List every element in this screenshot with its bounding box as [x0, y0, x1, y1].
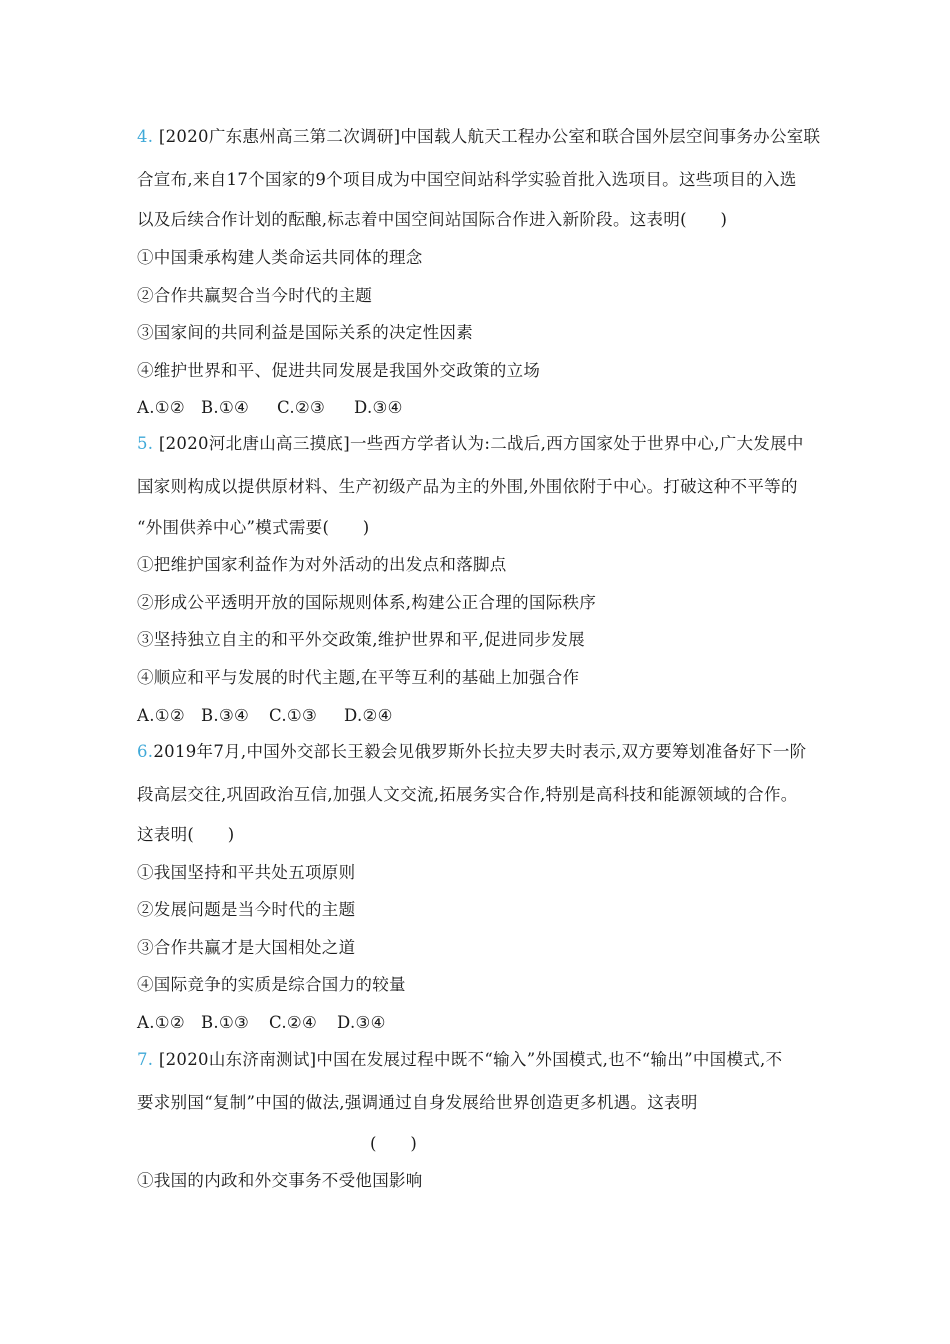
- q5-option-c[interactable]: C.①③: [269, 706, 318, 725]
- q5-statement-1: ①把维护国家利益作为对外活动的出发点和落脚点: [137, 555, 507, 574]
- q4-line-1: [137, 127, 820, 147]
- q5-stem-2: 国家则构成以提供原材料、生产初级产品为主的外围,外围依附于中心。打破这种不平等的: [137, 477, 798, 496]
- q7-stem-2: 要求别国“复制”中国的做法,强调通过自身发展给世界创造更多机遇。这表明: [137, 1093, 698, 1112]
- q7-stem-1: [2020山东济南测试]中国在发展过程中既不“输入”外国模式,也不“输出”中国模式,不: [158, 1050, 783, 1069]
- q5-stem-3: “外围供养中心”模式需要( ): [137, 518, 370, 537]
- q4-statement-2: ②合作共赢契合当今时代的主题: [137, 286, 373, 305]
- q4-option-c[interactable]: C.②③: [277, 398, 326, 417]
- q7-statement-1: ①我国的内政和外交事务不受他国影响: [137, 1171, 423, 1190]
- q5-option-d[interactable]: D.②④: [344, 706, 393, 725]
- q5-number: 5.: [137, 434, 154, 453]
- q5-option-b[interactable]: B.③④: [201, 706, 250, 725]
- q7-number: 7.: [137, 1050, 154, 1069]
- q6-stem-3: 这表明( ): [137, 825, 235, 844]
- q4-statement-1: ①中国秉承构建人类命运共同体的理念: [137, 248, 423, 267]
- q6-stem-2: 段高层交往,巩固政治互信,加强人文交流,拓展务实合作,特别是高科技和能源领域的合作。: [137, 785, 798, 804]
- q4-stem-3: 以及后续合作计划的酝酿,标志着中国空间站国际合作进入新阶段。这表明( ): [137, 210, 728, 229]
- q4-stem-1: [2020广东惠州高三第二次调研]中国载人航天工程办公室和联合国外层空间事务办公室联: [158, 127, 821, 146]
- q6-statement-4: ④国际竞争的实质是综合国力的较量: [137, 975, 406, 994]
- q5-statement-2: ②形成公平透明开放的国际规则体系,构建公正合理的国际秩序: [137, 593, 597, 612]
- q4-options: [137, 398, 403, 418]
- q4-statement-3: ③国家间的共同利益是国际关系的决定性因素: [137, 323, 473, 342]
- q4-option-d[interactable]: D.③④: [354, 398, 403, 417]
- q6-option-b[interactable]: B.①③: [201, 1013, 250, 1032]
- q7-line-1: [137, 1050, 782, 1070]
- q6-statement-3: ③合作共赢才是大国相处之道: [137, 938, 356, 957]
- q4-stem-2: 合宣布,来自17个国家的9个项目成为中国空间站科学实验首批入选项目。这些项目的入选: [137, 170, 797, 189]
- q6-statement-1: ①我国坚持和平共处五项原则: [137, 863, 356, 882]
- q6-number: 6.: [137, 742, 154, 761]
- q5-options: [137, 706, 393, 726]
- q4-option-a[interactable]: A.①②: [137, 398, 185, 417]
- q4-option-b[interactable]: B.①④: [201, 398, 250, 417]
- q6-line-1: [137, 742, 806, 762]
- q6-option-c[interactable]: C.②④: [269, 1013, 318, 1032]
- q7-answer-blank: ( ): [370, 1134, 418, 1153]
- q6-statement-2: ②发展问题是当今时代的主题: [137, 900, 356, 919]
- q5-stem-1: [2020河北唐山高三摸底]一些西方学者认为:二战后,西方国家处于世界中心,广大发展中: [158, 434, 804, 453]
- q5-line-1: [137, 434, 804, 454]
- q6-option-d[interactable]: D.③④: [337, 1013, 386, 1032]
- q5-statement-4: ④顺应和平与发展的时代主题,在平等互利的基础上加强合作: [137, 668, 580, 687]
- q4-number: 4.: [137, 127, 154, 146]
- q6-stem-1: 2019年7月,中国外交部长王毅会见俄罗斯外长拉夫罗夫时表示,双方要筹划准备好下一阶: [153, 742, 807, 761]
- q6-options: [137, 1013, 386, 1033]
- q5-statement-3: ③坚持独立自主的和平外交政策,维护世界和平,促进同步发展: [137, 630, 585, 649]
- q6-option-a[interactable]: A.①②: [137, 1013, 185, 1032]
- q5-option-a[interactable]: A.①②: [137, 706, 185, 725]
- q4-statement-4: ④维护世界和平、促进共同发展是我国外交政策的立场: [137, 361, 541, 380]
